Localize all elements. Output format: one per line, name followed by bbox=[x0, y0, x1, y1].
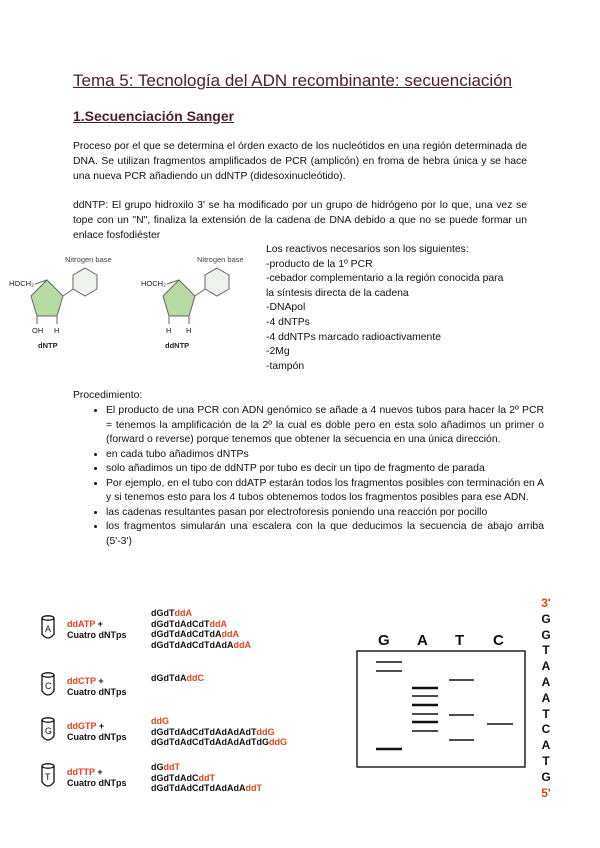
gel-lane-label-t: T bbox=[455, 632, 465, 649]
ddntp-base-hexagon bbox=[205, 268, 229, 296]
reagent-item: -producto de la 1º PCR bbox=[266, 258, 373, 270]
tube-c-label: ddCTP + Cuatro dNTps bbox=[67, 676, 127, 697]
dntp-structure bbox=[9, 255, 112, 350]
procedure-step: • en cada tubo añadimos dNTPs bbox=[106, 448, 544, 463]
sequence-base: G bbox=[541, 611, 551, 626]
fragment: dGddT bbox=[151, 762, 180, 772]
dntp-sugar-ring bbox=[31, 280, 63, 316]
dntp-h: H bbox=[54, 326, 60, 335]
fragments-g bbox=[151, 716, 287, 748]
sequence-base: C bbox=[541, 722, 551, 737]
tube-g-letter: G bbox=[45, 726, 53, 736]
reagents-heading: Los reactivos necesarios son los siguientes: bbox=[266, 244, 469, 255]
intro-paragraph: Proceso por el que se determina el órden exacto de los nucleótidos en una región determinada de DNA. Se utilizan fragmentos amplificados de PCR (amplicón) en froma de hebra única y se hace una nueva PCR añadiendo un ddNTP (didesoxinucleótido). bbox=[73, 141, 527, 182]
fragment: ddG bbox=[151, 716, 169, 726]
fragment: dGdTdAdCdTdAdAdAdTddG bbox=[151, 726, 275, 737]
page-title: Tema 5: Tecnología del ADN recombinante: secuenciación bbox=[73, 71, 513, 90]
sequence-base: A bbox=[541, 738, 551, 753]
tube-c-letter: C bbox=[45, 681, 52, 691]
reagent-item: -cebador complementario a la región conocida para bbox=[266, 273, 504, 285]
ddntp-h2: H bbox=[186, 326, 192, 335]
procedure-steps bbox=[90, 404, 544, 549]
fragment: dGdTdAdCdTdAdAddA bbox=[151, 639, 251, 650]
reagent-item: -tampón bbox=[266, 360, 305, 372]
ddntp-h1: H bbox=[166, 326, 172, 335]
dntp-base-hexagon bbox=[73, 268, 97, 296]
sequence-base: T bbox=[542, 706, 550, 721]
procedure-step: • las cadenas resultantes pasan por electroforesis poniendo una reacción por pocillo bbox=[106, 506, 544, 521]
procedure-step: • los fragmentos simularán una escalera con la que deducimos la secuencia de abajo arriba (5'-3') bbox=[106, 520, 544, 549]
fragment: dGdTddA bbox=[151, 608, 192, 618]
fragment: dGdTdAddC bbox=[151, 673, 204, 683]
gel-lane-label-g: G bbox=[378, 632, 390, 649]
reagent-item: -4 ddNTPs marcado radioactivamente bbox=[266, 331, 441, 343]
tube-a-letter: A bbox=[45, 624, 52, 634]
ddntp-base-label: Nitrogen base bbox=[197, 255, 244, 264]
dntp-hoch2: HOCH₂ bbox=[9, 279, 34, 288]
electrophoresis-gel bbox=[356, 650, 528, 770]
tube-t-letter: T bbox=[45, 772, 51, 782]
reagent-item: -DNApol bbox=[266, 302, 306, 314]
tube-g-icon bbox=[40, 716, 56, 744]
ddntp-structure bbox=[141, 255, 244, 350]
sequence-top: 3' bbox=[541, 596, 551, 610]
sequence-read bbox=[538, 596, 554, 801]
sequence-base: G bbox=[541, 627, 551, 642]
procedure-label: Procedimiento: bbox=[73, 390, 143, 401]
fragment: dGdTdAdCdTdAdAdAddT bbox=[151, 783, 262, 794]
dntp-caption: dNTP bbox=[38, 341, 58, 350]
sequence-base: A bbox=[541, 659, 551, 674]
sequence-base: T bbox=[542, 643, 550, 658]
tube-c-icon bbox=[40, 671, 56, 699]
sequence-base: A bbox=[541, 690, 551, 705]
ddntp-hoch2: HOCH₂ bbox=[141, 279, 166, 288]
section-heading: 1.Secuenciación Sanger bbox=[73, 108, 235, 124]
fragment: dGdTdAdCddT bbox=[151, 772, 215, 783]
fragments-c bbox=[151, 673, 204, 684]
fragment: dGdTdAdCdTddA bbox=[151, 618, 227, 629]
fragment: dGdTdAdCdTdAdAdAdTdGddG bbox=[151, 737, 287, 748]
fragments-t bbox=[151, 762, 262, 794]
reagent-item: -2Mg bbox=[266, 346, 290, 358]
procedure-step: • Por ejemplo, en el tubo con ddATP estarán todos los fragmentos posibles con terminación en A y si tenemos esto para los 4 tubos obtenemos todos los fragmentos posibles para ese ADN. bbox=[106, 477, 544, 506]
ddntp-paragraph: ddNTP: El grupo hidroxilo 3' se ha modificado por un grupo de hidrógeno por lo que, una vez se tope con un "N", finaliza la extensión de la cadena de DNA debido a que no se puede formar un enlace fosfodiéster bbox=[73, 200, 527, 241]
reagents-list bbox=[266, 243, 528, 374]
sequence-base: G bbox=[541, 769, 551, 784]
fragments-a bbox=[151, 608, 251, 650]
gel-lane-label-a: A bbox=[417, 632, 428, 649]
ddntp-sugar-ring bbox=[163, 280, 195, 316]
sequence-bottom: 5' bbox=[541, 785, 551, 800]
procedure-step: • El producto de una PCR con ADN genómico se añade a 4 nuevos tubos para hacer la 2º PCR = tenemos la amplificación de la 2º la cual es doble pero en esta solo añadimos un primer o (forward o reverse) porque tenemos que obtener la secuencia en una única dirección. bbox=[106, 404, 544, 448]
nucleotide-figure bbox=[5, 250, 265, 355]
tube-a-icon bbox=[40, 614, 56, 642]
tube-t-icon bbox=[40, 762, 56, 790]
ddntp-caption: ddNTP bbox=[165, 341, 190, 350]
dntp-oh: OH bbox=[32, 326, 44, 335]
procedure-step: • solo añadimos un tipo de ddNTP por tubo es decir un tipo de fragmento de parada bbox=[106, 462, 544, 477]
gel-lane-label-c: C bbox=[493, 632, 504, 649]
tube-a-label: ddATP + Cuatro dNTps bbox=[67, 619, 127, 640]
tube-g-label: ddGTP + Cuatro dNTps bbox=[67, 721, 127, 742]
sequence-base: T bbox=[542, 753, 550, 768]
reagent-item: -4 dNTPs bbox=[266, 316, 310, 328]
reagent-item: la síntesis directa de la cadena bbox=[266, 287, 409, 299]
fragment: dGdTdAdCdTdAddA bbox=[151, 629, 239, 640]
tube-t-label: ddTTP + Cuatro dNTps bbox=[67, 767, 127, 788]
sequence-base: A bbox=[541, 674, 551, 689]
dntp-base-label: Nitrogen base bbox=[65, 255, 112, 264]
